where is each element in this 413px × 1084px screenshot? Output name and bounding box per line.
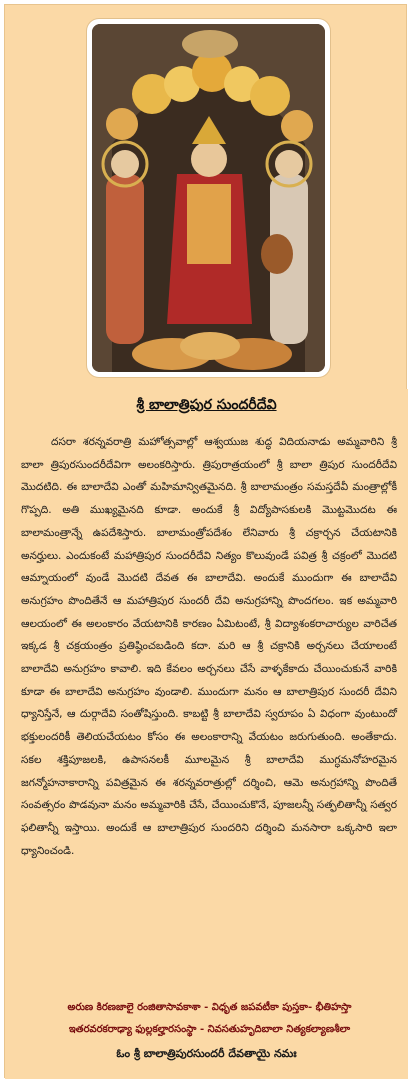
shrine-illustration — [92, 24, 325, 372]
page-title: శ్రీ బాలాత్రిపుర సుందరీదేవి — [136, 397, 277, 413]
mantra-line: ఓం శ్రీ బాలాత్రిపురసుందరీ దేవతాయై నమః — [116, 1047, 297, 1060]
photo-frame — [87, 19, 330, 377]
page-container — [4, 4, 407, 1078]
verse-line-2: ఇతరవరకరాఢ్యా ఫుల్లకల్హారసంస్థా - నివసతుహృదిబాలా నిత్యకల్యాణశీలా — [68, 1024, 351, 1035]
deity-shrine-photo — [92, 24, 325, 372]
verse-line-1: అరుణ కిరణజాలై రంజితాసావకాశా - విధృత జపవటీకా పుస్తకా- భీతిహస్తా — [67, 1002, 352, 1013]
article-body: దసరా శరన్నవరాత్రి మహోత్సవాల్లో ఆశ్వయుజ శుద్ధ విదియనాడు అమ్మవారిని శ్రీ బాలా త్రిపురసుందరీదేవిగా అలంకరిస్తారు. త్రిపురాత్రయంలో శ్రీ బాలా త్రిపుర సుందరీదేవి మొదటిది. ఈ బాలాదేవి ఎంతో మహిమాన్వితమైనది. శ్రీ బాలామంత్రం సమస్తదేవీ మంత్రాల్లోకీ గొప్పది. అతి ముఖ్యమైనది కూడా. అందుకే శ్రీ విద్యోపాసకులకి మొట్టమొదట ఈ బాలామంత్రాన్నే ఉపదేశిస్తారు. బాలామంత్రోపదేశం లేనివారు శ్రీ చక్రార్చన చేయటానికి అనర్హులు. ఎందుకంటే మహాత్రిపుర సుందరీదేవి నిత్యం కొలువుండే పవిత్ర శ్రీ చక్రంలో మొదటి ఆమ్నాయంలో వుండే మొదటి దేవత ఈ బాలాదేవి. అందుకే ముందుగా ఈ బాలాదేవి అనుగ్రహం పొందితేనే ఆ మహాత్రిపుర సుందరీ దేవి అనుగ్రహాన్ని పొందగలం. ఇక అమ్మవారి ఆలయంలో ఈ అలంకారం వేయటానికి కారణం ఏమిటంటే, శ్రీ విద్యాశంకరాచార్యుల వారిచేత ఇక్కడ శ్రీ చక్రయంత్రం ప్రతిష్ఠించబడింది కదా. మరి ఆ శ్రీ చక్రానికి అర్చనలు చేయాలంటే బాలాదేవి అనుగ్రహం కావాలి. ఇది కేవలం అర్చనలు చేసే వాళ్ళకేకాదు చేయించుకునే వారికి కూడా ఈ బాలాదేవి అనుగ్రహం వుండాలి. ముందుగా మనం ఆ బాలాత్రిపుర సుందరీ దేవిని ధ్యానిస్తేనే, ఆ దుర్గాదేవి సంతోషిస్తుంది. కాబట్టి శ్రీ బాలాదేవి స్వరూపం ఏ విధంగా వుంటుందో భక్తులందరికీ తెలియచేయటం కోసం ఈ అలంకారాన్ని వేయటం జరుగుతుంది. అంతేకాదు. సకల శక్తిపూజలకి, ఉపాసనలకీ మూలమైన శ్రీ బాలాదేవి ముగ్ధమనోహరమైన జగన్మోహనాకారాన్ని పవిత్రమైన ఈ శరన్నవరాత్రుల్లో దర్శించి, ఆమె అనుగ్రహాన్ని పొందితే సంవత్సరం పొడవునా మనం అమ్మవారికి చేసే, చేయించుకొనే, పూజలన్నీ సత్ఫలితాన్నీ సత్వర ఫలితాన్నీ ఇస్తాయి. అందుకే ఆ బాలాత్రిపుర సుందరిని దర్శించి మనసారా ఒక్కసారి ఇలా ధ్యానించండి. — [21, 436, 397, 857]
